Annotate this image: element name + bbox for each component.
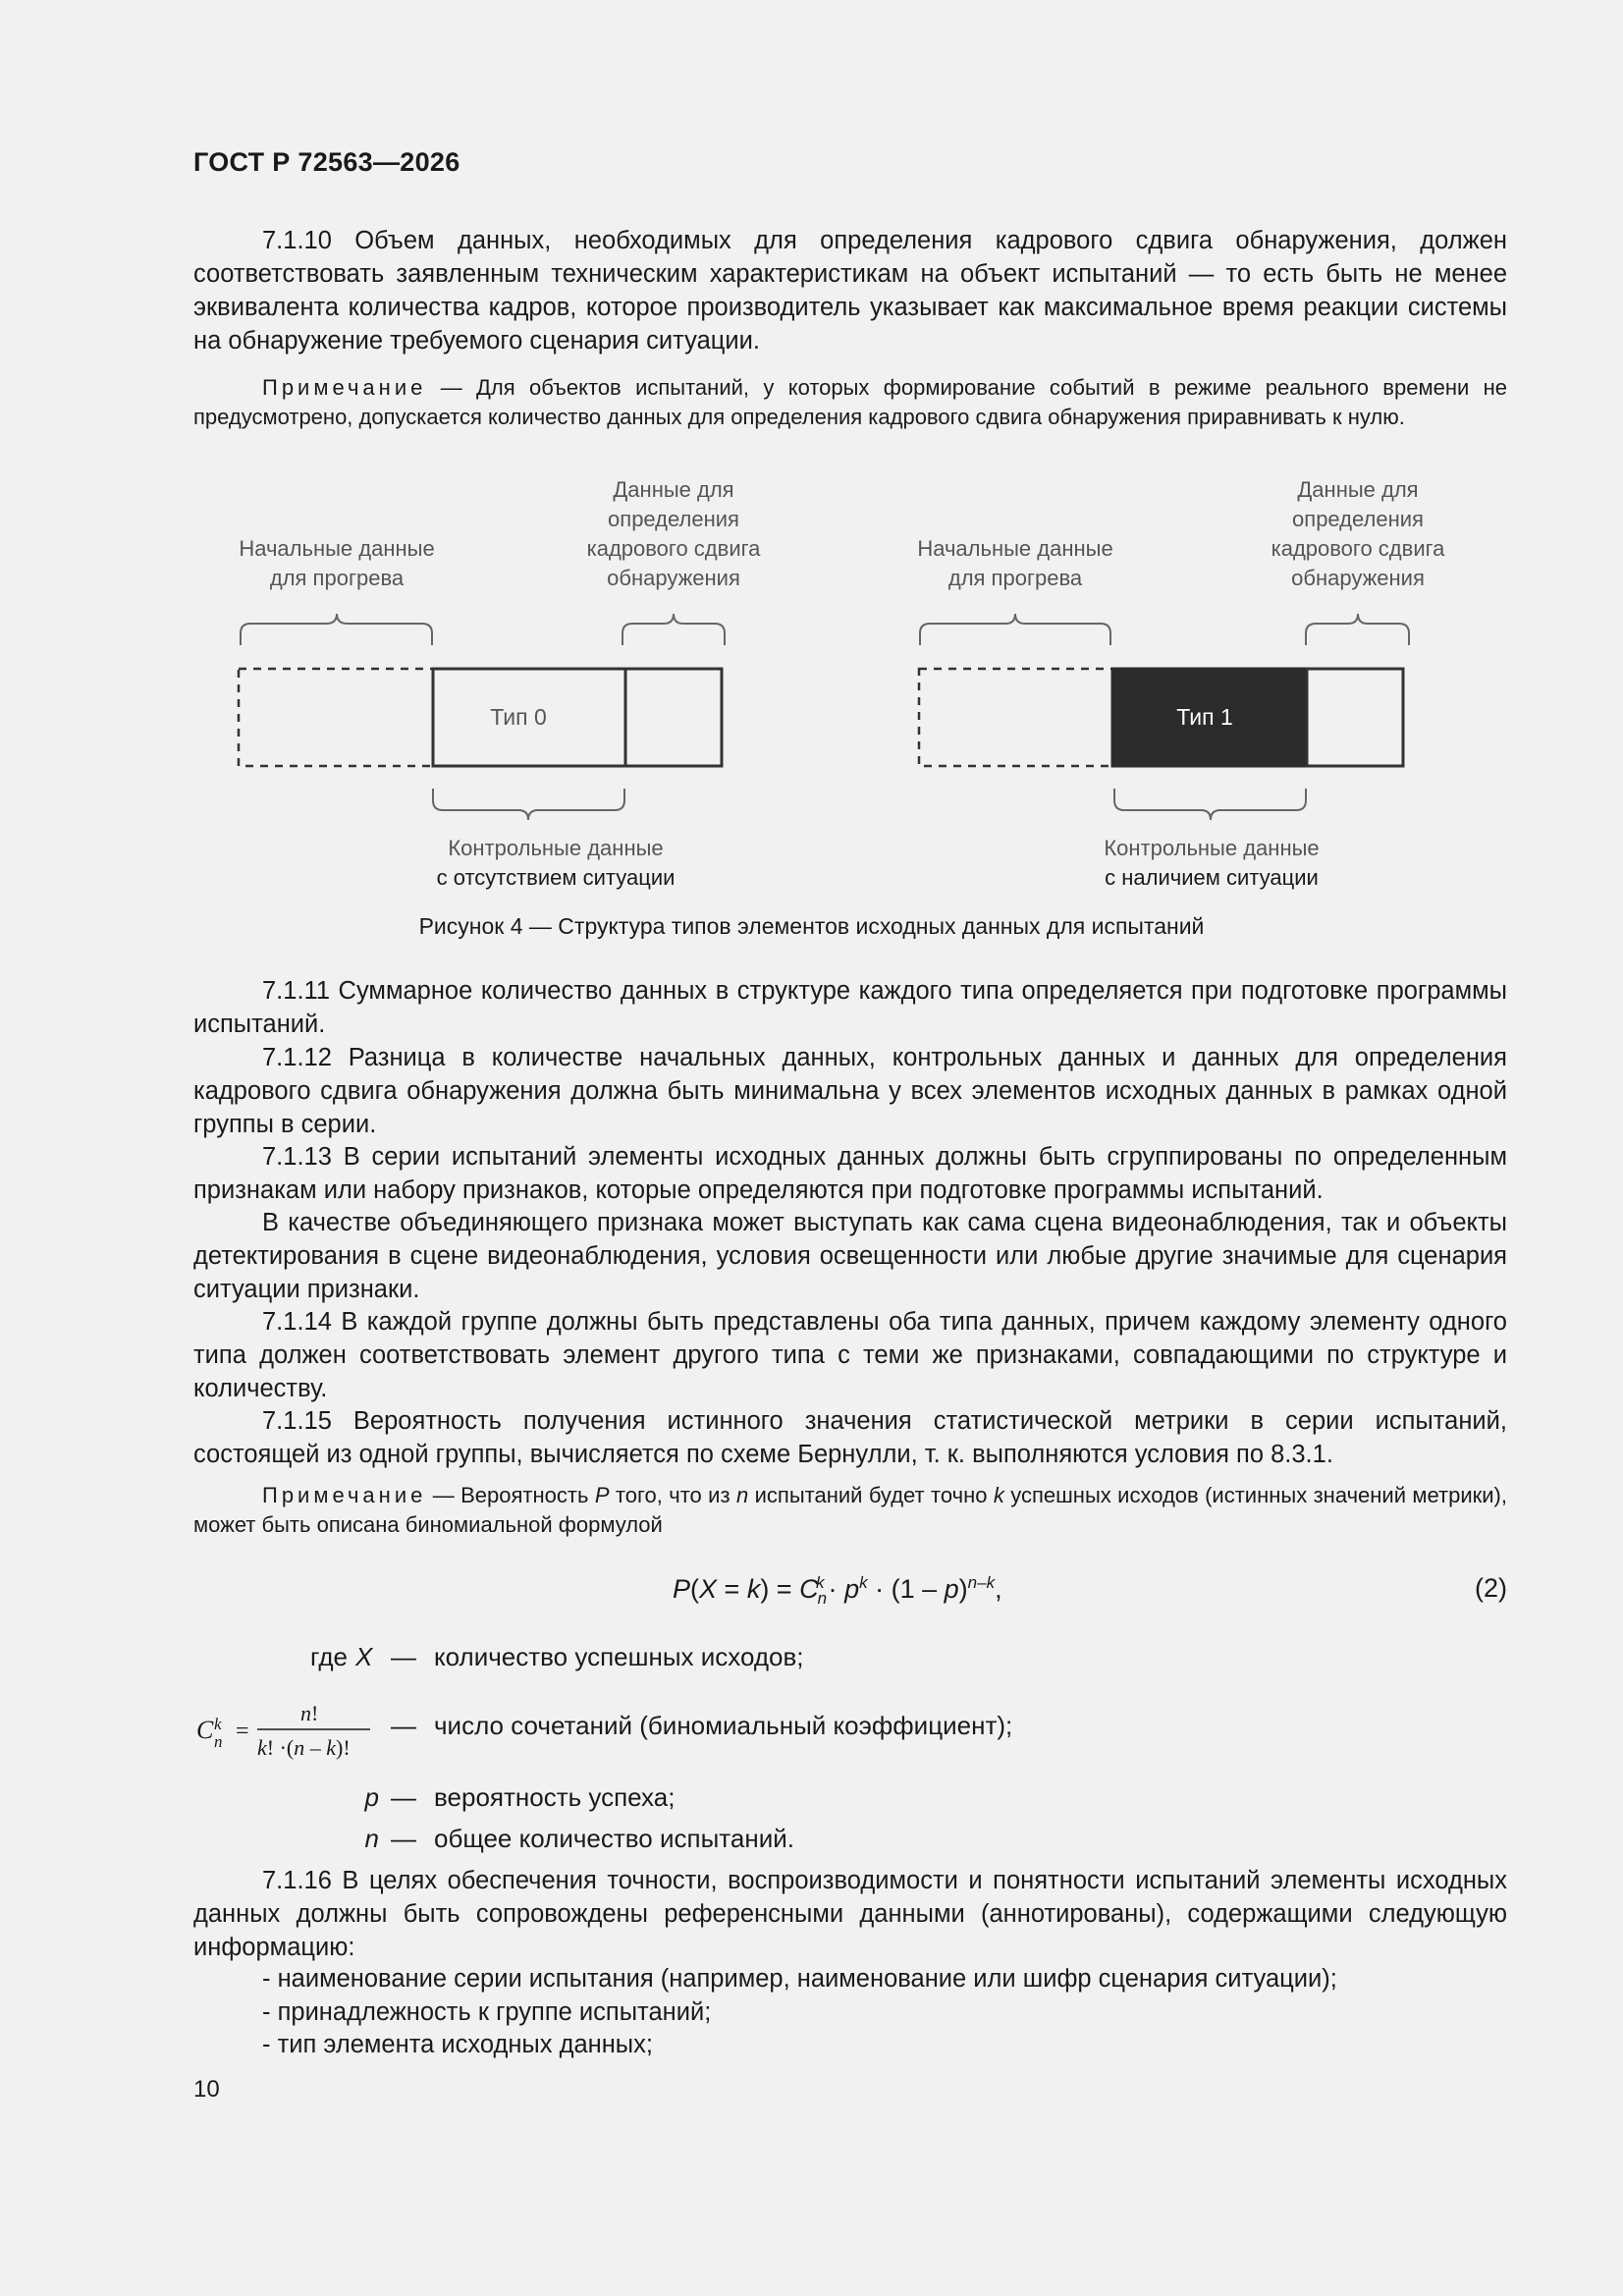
left-warmup-brace [241,614,432,645]
note-text: успешных исходов (истинных значений метрики), может быть описана биномиальной формулой [193,1483,1507,1537]
legend-symbol-x: X [355,1642,373,1671]
left-shift-label-1: Данные для [613,477,734,502]
paragraph-7-1-10: 7.1.10 Объем данных, необходимых для определения кадрового сдвига обнаружения, должен соответствовать заявленным техническим характеристикам на объект испытаний — то есть быть не менее эквивалента количества кадров, которое производитель указывает как максимальное время реакции системы на обнаружение требуемого сценария ситуации. [193,227,1507,355]
legend-dash: — [391,1824,416,1853]
legend-row-c [0,1691,1623,1760]
paragraph-7-1-13-b: В качестве объединяющего признака может выступать как сама сцена видеонаблюдения, так и объекты детектирования в сцене видеонаблюдения, условия освещенности или любые другие значимые для сценария ситуации признаки. [193,1209,1507,1303]
right-control-label-2: с наличием ситуации [1105,865,1319,890]
left-shift-box [625,669,722,766]
svg-text:=: = [236,1719,249,1744]
paragraph-7-1-16: 7.1.16 В целях обеспечения точности, воспроизводимости и понятности испытаний элементы исходных данных должны быть сопровождены референсными данными (аннотированы), содержащими следующую информацию: [193,1867,1507,1961]
right-shift-label-2: определения [1292,507,1424,531]
note-text: того, что из [609,1483,736,1507]
note-text: — Для объектов испытаний, у которых формирование событий в режиме реального времени не предусмотрено, допускается количество данных для определения кадрового сдвига обнаружения приравнивать к нулю. [193,375,1507,429]
left-shift-label-3: кадрового сдвига [586,536,761,561]
note-text: испытаний будет точно [748,1483,994,1507]
paragraph-7-1-11: 7.1.11 Суммарное количество данных в структуре каждого типа определяется при подготовке программы испытаний. [193,977,1507,1038]
type-0-label: Тип 0 [490,704,547,730]
paragraph-7-1-12: 7.1.12 Разница в количестве начальных данных, контрольных данных и данных для определения кадрового сдвига обнаружения должна быть минимальна у всех элементов исходных данных в рамках одной группы в серии. [193,1044,1507,1138]
right-warmup-brace [920,614,1110,645]
legend-row-p [0,1782,1623,1822]
legend-row-x [0,1642,1623,1681]
right-warmup-label-1: Начальные данные [917,536,1113,561]
left-shift-label-2: определения [608,507,739,531]
list-item: - тип элемента исходных данных; [262,2031,653,2058]
var-p: P [594,1483,610,1507]
legend-text-c: число сочетаний (биномиальный коэффициент); [434,1711,1013,1740]
note-2 [193,1481,1507,1540]
paragraph-7-1-15: 7.1.15 Вероятность получения истинного значения статистической метрики в серии испытаний, состоящей из одной группы, вычисляется по схеме Бернулли, т. к. выполняются условия по 8.3.1. [193,1407,1507,1468]
formula-number: (2) [1475,1573,1507,1603]
right-warmup-label-2: для прогрева [947,566,1083,590]
legend-text-p: вероятность успеха; [434,1782,676,1812]
svg-text:n!: n! [300,1701,319,1725]
svg-text:C: C [196,1716,214,1744]
legend-dash: — [391,1782,416,1812]
var-k: k [993,1483,1004,1507]
left-control-label-2: с отсутствием ситуации [436,865,676,890]
list-item: - принадлежность к группе испытаний; [262,1998,712,2026]
right-warmup-box [919,669,1112,766]
legend-symbol-p: p [364,1782,379,1812]
var-n: n [735,1483,749,1507]
left-shift-brace [622,614,725,645]
paragraph-7-1-13: 7.1.13 В серии испытаний элементы исходных данных должны быть сгруппированы по определенным признакам или набору признаков, которые определяются при подготовке программы испытаний. [193,1143,1507,1204]
left-shift-label-4: обнаружения [607,566,740,590]
legend-dash: — [391,1642,416,1671]
legend-row-n [0,1824,1623,1863]
note-label: Примечание [262,1483,427,1507]
right-shift-box [1307,669,1403,766]
note-1 [193,373,1507,432]
right-shift-label-3: кадрового сдвига [1271,536,1445,561]
svg-text:k! ·(n – k)!: k! ·(n – k)! [257,1735,351,1760]
left-warmup-label-1: Начальные данные [239,536,435,561]
binomial-formula: $P(X = k) = C_n^k \cdot p^k \cdot (1 - p)^{n-k}$, [673,1573,1002,1609]
list-item: - наименование серии испытания (например, наименование или шифр сценария ситуации); [262,1965,1337,1993]
type-1-label: Тип 1 [1176,704,1233,730]
note-text: — Вероятность [426,1483,595,1507]
svg-text:n: n [214,1732,223,1751]
legend-symbol-n: n [364,1824,379,1853]
left-warmup-label-2: для прогрева [269,566,405,590]
right-shift-label-1: Данные для [1297,477,1419,502]
right-control-label-1: Контрольные данные [1104,836,1320,860]
right-control-brace [1114,789,1306,820]
figure-4-diagram [0,466,1623,918]
paragraph-7-1-14: 7.1.14 В каждой группе должны быть представлены оба типа данных, причем каждому элементу одного типа должен соответствовать элемент другого типа с теми же признаками, совпадающими по структуре и количеству. [193,1308,1507,1402]
legend-text-x: количество успешных исходов; [434,1642,804,1671]
legend-where: где [310,1642,348,1671]
legend-text-n: общее количество испытаний. [434,1824,794,1853]
combination-formula [192,1691,389,1762]
legend-dash: — [391,1711,416,1740]
note-label: Примечание [262,375,427,400]
page-number: 10 [193,2076,220,2103]
right-shift-brace [1306,614,1409,645]
left-warmup-box [239,669,433,766]
right-shift-label-4: обнаружения [1291,566,1425,590]
left-control-label-1: Контрольные данные [448,836,664,860]
svg-text:k: k [214,1715,222,1733]
figure-caption: Рисунок 4 — Структура типов элементов исходных данных для испытаний [418,913,1205,939]
left-control-brace [433,789,624,820]
formula-2 [0,1573,1623,1613]
figure-4 [0,466,1623,918]
document-header: ГОСТ Р 72563—2026 [193,147,460,177]
